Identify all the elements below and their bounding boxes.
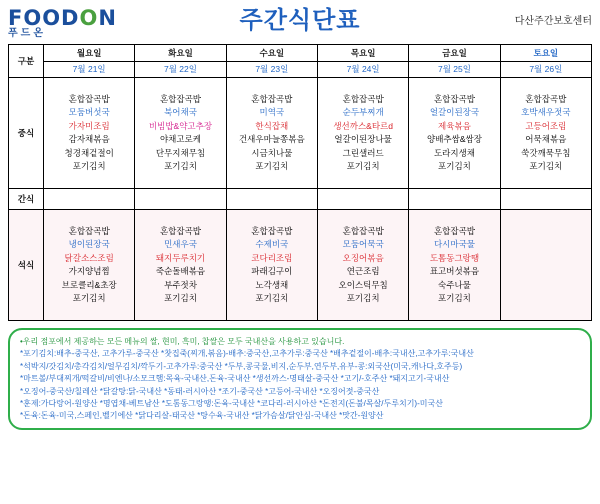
table-row-date (9, 62, 592, 78)
menu-item: 건새우마늘쫑볶음 (238, 134, 305, 144)
menu-item: 코다리조림 (251, 252, 293, 263)
menu-item: 숙주나물 (438, 279, 471, 290)
menu-item: 가자미조림 (68, 120, 110, 131)
header-dow-5: 토요일 (500, 45, 591, 62)
menu-item: 냉이된장국 (68, 239, 110, 249)
menu-item: 고등어조림 (525, 120, 567, 131)
snack-cell-5 (500, 189, 591, 210)
menu-item: 혼합잡곡밥 (68, 225, 110, 236)
menu-item: 수제비국 (255, 239, 289, 249)
lunch-cell-5 (500, 78, 591, 189)
menu-item: 포기김치 (255, 293, 289, 303)
menu-item: 포기김치 (438, 293, 471, 303)
menu-item: 포기김치 (346, 293, 380, 303)
menu-item: 얼갈이된장나물 (334, 134, 392, 144)
menu-item: 포기김치 (164, 161, 197, 171)
menu-item: 연근조림 (346, 266, 380, 276)
note-line-4: *오징어-중국산/칠레산 *닭갈탕:닭-국내산 *동태-러시아산 *조기-중국산 *고등어-국내산 *오징어젓-중국산 (20, 386, 380, 396)
header-date-4: 7월 25일 (409, 62, 500, 78)
menu-item: 모둠버섯국 (68, 107, 110, 117)
menu-item: 오징어볶음 (342, 252, 384, 263)
header-date-3: 7월 24일 (317, 62, 408, 78)
menu-item: 감자채볶음 (68, 134, 110, 144)
note-line-3: *마트볼/부대찌개/떡갈비/비엔나/소모크햄:목육-국내산,돈육-국내산 *생선까스-명태살-중국산 *고기/-호주산 *돼지고기-국내산 (20, 374, 450, 384)
menu-item: 청경채겉절이 (64, 147, 114, 158)
menu-item: 혼합잡곡밥 (342, 225, 384, 236)
menu-item: 포기김치 (438, 161, 471, 171)
menu-item: 포기김치 (529, 161, 563, 171)
dinner-cell-5 (500, 210, 591, 321)
dinner-cell-0 (44, 210, 135, 321)
row-label-snack: 간식 (9, 189, 44, 210)
menu-item: 브로클리&초장 (61, 279, 117, 290)
menu-item: 야채고로케 (159, 134, 202, 144)
menu-item: 어묵채볶음 (525, 134, 567, 144)
note-line-6: *돈육:돈육-미국,스페인,벨기에산 *닭다리살-태국산 *탕수육-국내산 *닭가슴살/닭안심-국내산 *맛간-원양산 (20, 411, 384, 421)
snack-cell-4 (409, 189, 500, 210)
menu-item: 혼합잡곡밥 (342, 93, 384, 104)
note-line-2: *석박지/갓김치/총각김치/얼무김치/깍두기-고추가루:중국산 *두부,콩국물,비지,순두부,연두부,유부-콩:외국산(미국,캐나다,호주등) (20, 361, 463, 371)
title-container (128, 6, 472, 34)
menu-item: 파래김구이 (251, 266, 293, 276)
menu-item: 혼합잡곡밥 (251, 225, 293, 236)
foodon-logo (8, 6, 128, 40)
row-label-dinner: 석식 (9, 210, 44, 321)
menu-item: 포기김치 (255, 161, 289, 171)
header-date-0: 7월 21일 (44, 62, 135, 78)
menu-item: 얼갈이된장국 (429, 107, 480, 117)
table-row-lunch (9, 78, 592, 189)
logo-subtitle: 푸드온 (8, 27, 46, 39)
menu-item: 다시마국물 (433, 239, 475, 249)
menu-item: 혼합잡곡밥 (68, 93, 110, 104)
header-dow-0: 월요일 (44, 45, 135, 62)
dinner-cell-2 (226, 210, 317, 321)
menu-item: 단무지채무침 (155, 147, 206, 158)
lunch-cell-1 (135, 78, 226, 189)
menu-item: 북어채국 (164, 107, 197, 117)
menu-item: 쑥갓깨묵무침 (521, 147, 571, 158)
menu-item: 노각생채 (255, 279, 289, 290)
origin-notes-box (8, 328, 592, 430)
menu-item: 민새우국 (164, 239, 197, 249)
row-label-lunch: 중식 (9, 78, 44, 189)
menu-item: 포기김치 (346, 161, 380, 171)
row-label-division: 구분 (9, 45, 44, 78)
menu-item: 시금치나물 (251, 147, 293, 158)
menu-item: 죽순돌배볶음 (155, 266, 206, 276)
header-date-2: 7월 23일 (226, 62, 317, 78)
page-header (8, 6, 592, 44)
snack-cell-2 (226, 189, 317, 210)
logo-wordmark (8, 5, 128, 30)
menu-item: 혼합잡곡밥 (251, 93, 293, 104)
menu-item: 오이스틱무침 (338, 279, 388, 290)
menu-item: 도톰동그랑땡 (429, 252, 480, 263)
menu-item: 그린샐러드 (342, 147, 384, 158)
header-dow-1: 화요일 (135, 45, 226, 62)
lunch-cell-3 (317, 78, 408, 189)
menu-item: 혼합잡곡밥 (159, 93, 202, 104)
header-dow-4: 금요일 (409, 45, 500, 62)
dinner-cell-1 (135, 210, 226, 321)
dinner-cell-4 (409, 210, 500, 321)
snack-cell-0 (44, 189, 135, 210)
menu-item: 미역국 (259, 107, 285, 117)
table-row-snack (9, 189, 592, 210)
center-name: 다산주간보호센터 (514, 16, 592, 27)
menu-item: 혼합잡곡밥 (433, 225, 475, 236)
menu-item: 혼합잡곡밥 (159, 225, 202, 236)
lunch-cell-4 (409, 78, 500, 189)
menu-item: 혼합잡곡밥 (433, 93, 475, 104)
logo-text-o: O (79, 5, 99, 30)
menu-item: 포기김치 (72, 161, 106, 171)
menu-item: 호박새우젓국 (521, 107, 571, 117)
logo-text-n: N (98, 5, 117, 30)
menu-item: 순두부찌개 (342, 107, 384, 117)
menu-item: 표고버섯볶음 (429, 266, 480, 276)
header-dow-2: 수요일 (226, 45, 317, 62)
menu-table (8, 44, 592, 321)
menu-item: 부주젓차 (164, 279, 197, 290)
table-row-dow (9, 45, 592, 62)
header-date-1: 7월 22일 (135, 62, 226, 78)
menu-item: 비빔밥&약고추장 (148, 120, 213, 131)
lunch-cell-2 (226, 78, 317, 189)
note-line-5: *훈제:가다랑어-원양산 *명엽채-베트남산 *도톰동그랑땡:돈육-국내산 *코다리-러시아산 *돈전지(돈불/목살/두루치기)-미국산 (20, 399, 443, 409)
header-date-5: 7월 26일 (500, 62, 591, 78)
menu-item: 포기김치 (164, 293, 197, 303)
lunch-cell-0 (44, 78, 135, 189)
snack-cell-3 (317, 189, 408, 210)
page-title: 주간식단표 (239, 7, 361, 34)
dinner-cell-3 (317, 210, 408, 321)
menu-item: 한식잡채 (255, 120, 289, 131)
header-dow-3: 목요일 (317, 45, 408, 62)
snack-cell-1 (135, 189, 226, 210)
menu-item: 제육볶음 (438, 120, 471, 131)
menu-item: 포기김치 (72, 293, 106, 303)
menu-item: 돼지두루치기 (155, 252, 206, 263)
note-line-0: •우리 점포에서 제공하는 모든 메뉴의 쌀, 현미, 흑미, 찹쌀은 모두 국내산을 사용하고 있습니다. (20, 337, 345, 346)
logo-text-food: FOOD (8, 5, 80, 30)
note-line-1: *포기김치:배추-중국산, 고추가루-중국산 *찻집죽(찌개,볶음)-배추:중국산,고추가루:중국산 *배추겉절이-배추:국내산,고추가루:국내산 (20, 349, 474, 359)
menu-item: 도라지생채 (433, 147, 475, 158)
menu-item: 모둠어묵국 (342, 239, 384, 249)
menu-item: 양배추쌈&쌈장 (427, 134, 482, 144)
menu-item: 혼합잡곡밥 (525, 93, 567, 104)
menu-item: 닭갈소스조림 (64, 252, 114, 263)
menu-item: 가지양념찜 (68, 266, 110, 276)
menu-item: 생선까스&타르d (333, 120, 393, 131)
table-row-dinner (9, 210, 592, 321)
